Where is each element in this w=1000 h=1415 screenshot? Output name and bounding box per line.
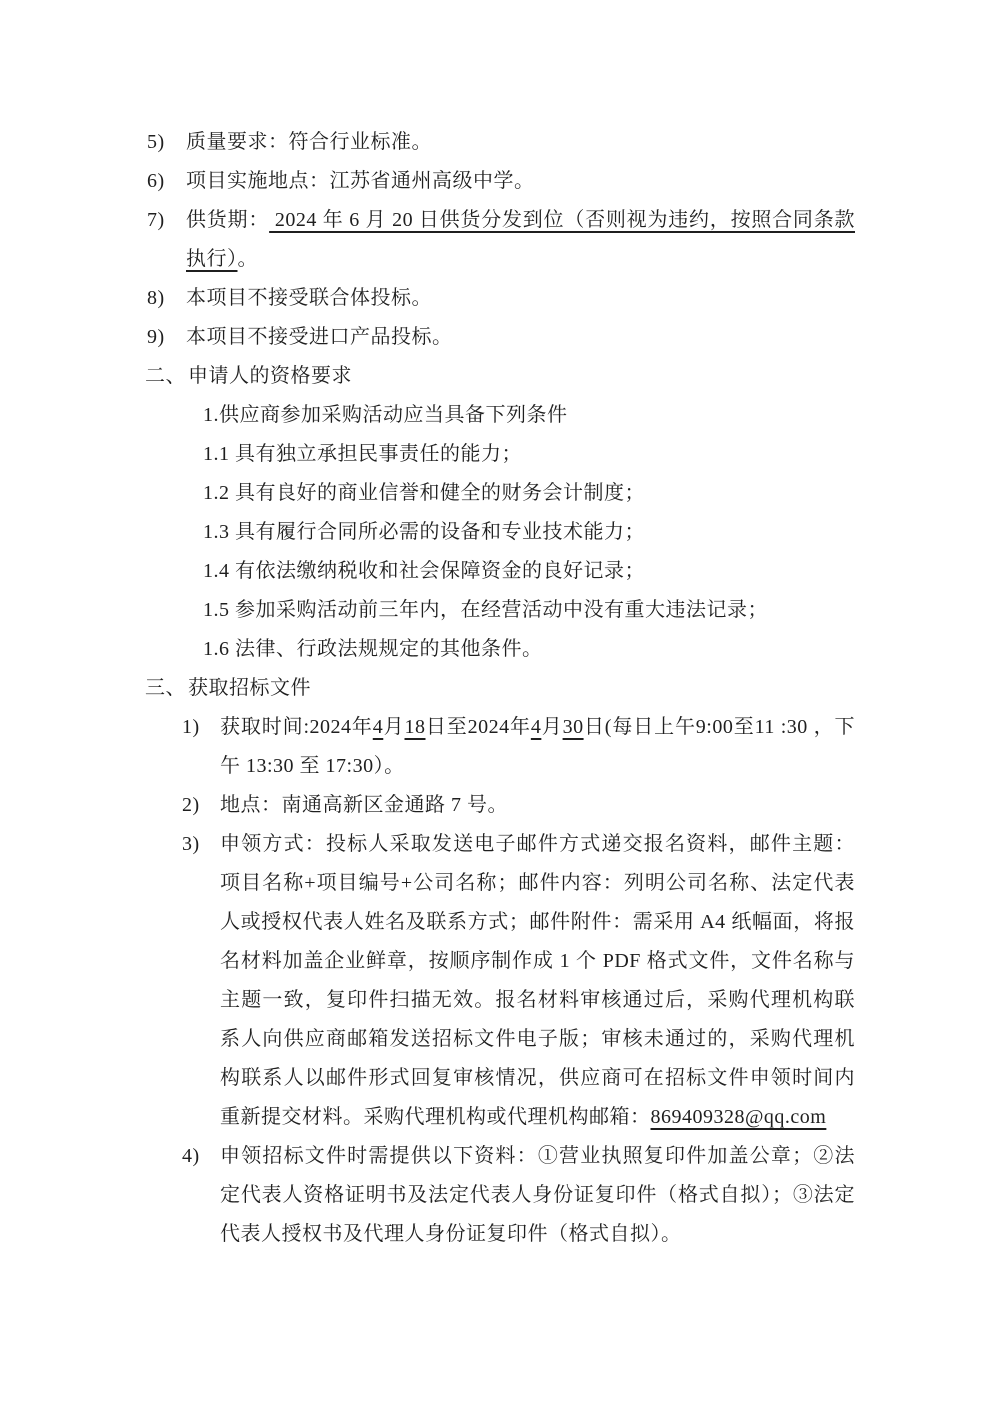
text-segment: 30 xyxy=(562,716,584,738)
section-3-item-4-text xyxy=(220,1145,855,1245)
section-3-item-1-number: 1) xyxy=(182,716,200,738)
text-segment: 2024 年 6 月 20 日供货分发到位（否则视为违约，按照合同条款执行） xyxy=(186,209,855,270)
text-segment: 日至2024年 xyxy=(425,716,531,738)
section-2-condition-1-4: 1.4 有依法缴纳税收和社会保障资金的良好记录； xyxy=(203,560,645,582)
text-segment: 本项目不接受进口产品投标。 xyxy=(186,326,453,348)
text-segment: 质量要求：符合行业标准。 xyxy=(186,131,432,153)
list-item-8-number: 8) xyxy=(147,287,165,309)
section-3-number: 三、 xyxy=(145,677,186,699)
section-3-title: 获取招标文件 xyxy=(188,677,311,699)
section-3-heading xyxy=(145,669,855,708)
text-segment: 18 xyxy=(404,716,426,738)
text-segment: 日(每日上午9:00至11 :30 ，下午 13:30 至 17:30）。 xyxy=(220,716,856,777)
text-segment: 月 xyxy=(541,716,563,738)
section-3-item-1-text xyxy=(220,716,855,777)
email-address: 869409328@qq.com xyxy=(650,1106,827,1128)
section-2-heading xyxy=(145,357,855,396)
section-3-item-4 xyxy=(182,1137,855,1254)
list-item-7 xyxy=(147,201,855,279)
list-item-7-number: 7) xyxy=(147,209,165,231)
section-2-condition-1-5: 1.5 参加采购活动前三年内，在经营活动中没有重大违法记录； xyxy=(203,599,768,621)
text-segment: 4 xyxy=(530,716,542,738)
list-item-7-text xyxy=(186,209,855,270)
document-content xyxy=(0,123,1000,1254)
text-segment: 供货期： xyxy=(186,209,270,231)
section-2-condition-1-1: 1.1 具有独立承担民事责任的能力； xyxy=(203,443,522,465)
list-item-6-number: 6) xyxy=(147,170,165,192)
section-3-item-2-text xyxy=(220,794,508,816)
list-item-9-text xyxy=(186,326,453,348)
section-3-item-1 xyxy=(182,708,856,786)
section-2-number: 二、 xyxy=(145,365,186,387)
text-segment: 月 xyxy=(383,716,405,738)
section-2-condition-1-3: 1.3 具有履行合同所必需的设备和专业技术能力； xyxy=(203,521,645,543)
list-item-8 xyxy=(147,279,855,318)
text-segment: 申领方式：投标人采取发送电子邮件方式递交报名资料，邮件主题：项目名称+项目编号+公司名称；邮件内容：列明公司名称、法定代表人或授权代表人姓名及联系方式；邮件附件：需采用 A4 纸幅面，将报名材料加盖企业鲜章，按顺序制作成 1 个 PDF 格式文件，文件名称与主题一致，复印件扫描无效。报名材料审核通过后，采购代理机构联系人向供应商邮箱发送招标文件电子版；审核未通过的，采购代理机构联系人以邮件形式回复审核情况，供应商可在招标文件申领时间内重新提交材料。采购代理机构或代理机构邮箱： xyxy=(220,833,855,1128)
section-3-item-4-number: 4) xyxy=(182,1145,200,1167)
section-3-item-2 xyxy=(182,786,855,825)
list-item-5-text xyxy=(186,131,432,153)
list-item-8-text xyxy=(186,287,432,309)
section-2-title: 申请人的资格要求 xyxy=(188,365,352,387)
section-2-intro: 1.供应商参加采购活动应当具备下列条件 xyxy=(203,404,568,426)
section-3-item-3 xyxy=(182,825,855,1137)
text-segment: 申领招标文件时需提供以下资料：①营业执照复印件加盖公章；②法定代表人资格证明书及法定代表人身份证复印件（格式自拟）；③法定代表人授权书及代理人身份证复印件（格式自拟）。 xyxy=(220,1145,855,1245)
section-2-condition-1-2: 1.2 具有良好的商业信誉和健全的财务会计制度； xyxy=(203,482,645,504)
text-segment: 4 xyxy=(372,716,384,738)
list-item-9 xyxy=(147,318,855,357)
text-segment: 本项目不接受联合体投标。 xyxy=(186,287,432,309)
text-segment: 项目实施地点：江苏省通州高级中学。 xyxy=(186,170,535,192)
section-3-item-3-text xyxy=(220,833,855,1128)
section-2-condition-1-6: 1.6 法律、行政法规规定的其他条件。 xyxy=(203,638,543,660)
section-3-item-2-number: 2) xyxy=(182,794,200,816)
list-item-5 xyxy=(147,123,855,162)
text-segment: 。 xyxy=(237,248,258,270)
list-item-6-text xyxy=(186,170,535,192)
section-3-item-3-number: 3) xyxy=(182,833,200,855)
list-item-9-number: 9) xyxy=(147,326,165,348)
text-segment: 获取时间:2024年 xyxy=(220,716,373,738)
text-segment: 地点：南通高新区金通路 7 号。 xyxy=(220,794,508,816)
list-item-5-number: 5) xyxy=(147,131,165,153)
list-item-6 xyxy=(147,162,855,201)
